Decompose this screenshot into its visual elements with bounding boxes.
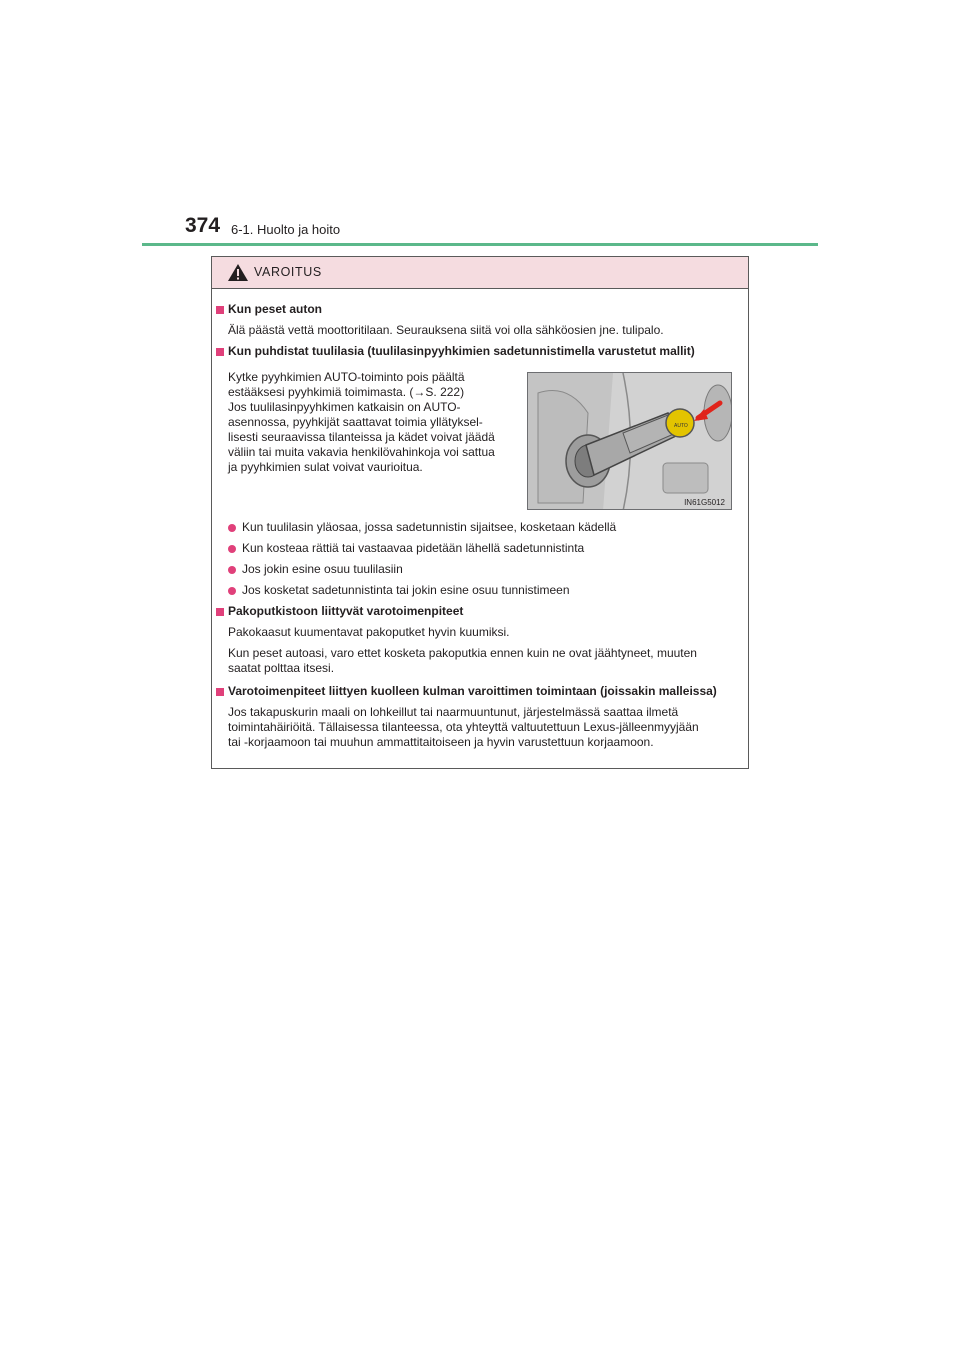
bullet-item: Jos jokin esine osuu tuulilasiin xyxy=(242,562,403,576)
section-title: 6-1. Huolto ja hoito xyxy=(231,222,341,237)
round-bullet-icon xyxy=(228,587,236,595)
paragraph-line: tai -korjaamoon tai muuhun ammattitaitoiseen ja hyvin varustettuun korjaamoon. xyxy=(228,735,654,749)
section-text: Älä päästä vettä moottoritilaan. Seurauksena siitä voi olla sähköosien jne. tulipalo. xyxy=(228,323,664,337)
page-number: 374 xyxy=(185,214,221,237)
warning-header xyxy=(212,257,748,289)
square-bullet-icon xyxy=(216,688,224,696)
section-text: saatat polttaa itsesi. xyxy=(228,661,335,675)
paragraph-line: väliin tai muita vakavia henkilövahinkoja voi sattua xyxy=(228,445,495,459)
wiper-lever-drawing xyxy=(528,373,732,510)
paragraph-line: toimintahäiriöitä. Tällaisessa tilanteessa, ota yhteyttä valtuutettuun Lexus-jälleenmyyjään xyxy=(228,720,699,734)
bullet-item: Kun kosteaa rättiä tai vastaavaa pidetään lähellä sadetunnistinta xyxy=(242,541,585,555)
section-text: Pakokaasut kuumentavat pakoputket hyvin kuumiksi. xyxy=(228,625,510,639)
square-bullet-icon xyxy=(216,348,224,356)
bullet-item: Jos kosketat sadetunnistinta tai jokin esine osuu tunnistimeen xyxy=(242,583,570,597)
paragraph-line: lisesti seuraavissa tilanteissa ja kädet voivat jäädä xyxy=(228,430,495,444)
paragraph-line: estääksesi pyyhkimiä toimimasta. (→S. 222) xyxy=(228,385,465,399)
warning-triangle-icon xyxy=(227,263,249,282)
square-bullet-icon xyxy=(216,306,224,314)
square-bullet-icon xyxy=(216,608,224,616)
round-bullet-icon xyxy=(228,545,236,553)
header-rule xyxy=(142,243,818,246)
paragraph-line: asennossa, pyyhkijät saattavat toimia yllätyksel- xyxy=(228,415,483,429)
paragraph-line: Kytke pyyhkimien AUTO-toiminto pois päältä xyxy=(228,370,465,384)
warning-title: VAROITUS xyxy=(254,265,322,279)
svg-text:AUTO: AUTO xyxy=(674,423,688,429)
section-heading: Kun puhdistat tuulilasia (tuulilasinpyyhkimien sadetunnistimella varustetut mallit) xyxy=(228,344,695,358)
paragraph-line: Jos tuulilasinpyyhkimen katkaisin on AUTO- xyxy=(228,400,461,414)
wiper-lever-illustration xyxy=(527,372,732,510)
section-heading: Varotoimenpiteet liittyen kuolleen kulman varoittimen toimintaan (joissakin malleissa) xyxy=(228,684,717,698)
paragraph-line: ja pyyhkimien sulat voivat vaurioitua. xyxy=(228,460,423,474)
round-bullet-icon xyxy=(228,524,236,532)
bullet-item: Kun tuulilasin yläosaa, jossa sadetunnistin sijaitsee, kosketaan kädellä xyxy=(242,520,617,534)
section-heading: Pakoputkistoon liittyvät varotoimenpiteet xyxy=(228,604,464,618)
section-heading: Kun peset auton xyxy=(228,302,323,316)
paragraph-line: Jos takapuskurin maali on lohkeillut tai naarmuuntunut, järjestelmässä saattaa ilmetä xyxy=(228,705,679,719)
figure-code: IN61G5012 xyxy=(684,498,725,507)
section-text: Kun peset autoasi, varo ettet kosketa pakoputkia ennen kuin ne ovat jäähtyneet, muuten xyxy=(228,646,697,660)
round-bullet-icon xyxy=(228,566,236,574)
